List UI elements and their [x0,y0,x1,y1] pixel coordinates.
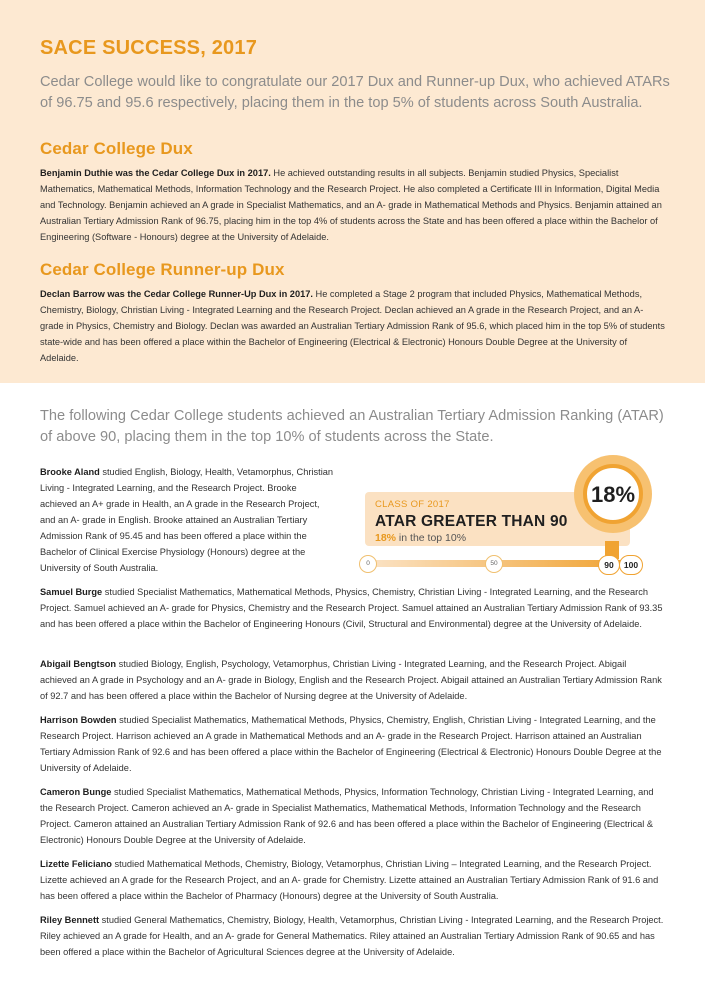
badge-percent: 18% [375,532,397,544]
runnerup-lead: Declan Barrow was the Cedar College Runner-Up Dux in 2017. [40,289,313,299]
badge-class-label: CLASS OF 2017 [375,499,450,510]
student-name: Samuel Burge [40,587,103,597]
scale-tick-100: 100 [619,555,643,575]
dux-heading: Cedar College Dux [40,139,193,158]
intro-paragraph: Cedar College would like to congratulate our 2017 Dux and Runner-up Dux, who achieved ATARs of 96.75 and 95.6 respectively, placing them in the top 5% of students across South Australia. [40,74,670,111]
student-text: studied Specialist Mathematics, Mathematical Methods, Physics, Chemistry, English, Christian Living - Integrated Learning, and the Research Project. Harrison achieved an A grade in Mathematical Methods and an A- grade in the Research Project. Harrison attained an Australian Tertiary Admission Rank of 92.6 and has been offered a place within the Bachelor of Engineering (Electrical & Electronic) Honours Double Degree at the University of Adelaide. [40,715,662,773]
student-text: studied Specialist Mathematics, Mathematical Methods, Physics, Information Technology, Christian Living - Integrated Learning, and the Research Project. Cameron achieved an A- grade in Specialist Mathematics, Mathematical Methods, Information Technology and the Research Project. Cameron attained an Australian Tertiary Admission Rank of 92.6 and has been offered a place within the Bachelor of Engineering (Electrical & Electronic) Honours Double Degree at the University of Adelaide. [40,787,654,845]
student-entry [40,656,665,704]
student-entry [40,784,665,848]
runnerup-body: He completed a Stage 2 program that included Physics, Mathematical Methods, Chemistry, Biology, Christian Living - Integrated Learning and the Research Project. Declan achieved an A grade in the Research Project, and an A- grade in Physics, Chemistry and Biology. Declan was awarded an Australian Tertiary Admission Rank of 95.6, which placed him in the top 5% of students state-wide and has been offered a place within the Bachelor of Engineering (Electrical & Electronic) Honours Double Degree at the University of Adelaide. [40,289,665,363]
badge-headline: ATAR GREATER THAN 90 [375,513,568,530]
atar-badge [355,455,655,580]
atar-intro: The following Cedar College students achieved an Australian Tertiary Admission Ranking (ATAR) of above 90, placing them in the top 10% of students across the State. [40,408,664,445]
student-entry [40,856,665,904]
pin-value: 18% [590,482,636,507]
badge-subline [375,532,466,544]
scale-tick-90: 90 [598,555,620,575]
runnerup-heading: Cedar College Runner-up Dux [40,260,285,279]
scale-tick-50: 50 [485,555,503,573]
student-name: Cameron Bunge [40,787,112,797]
student-entry [40,464,335,576]
student-text: studied General Mathematics, Chemistry, Biology, Health, Vetamorphus, Christian Living - Integrated Learning, and the Research Project. Riley achieved an A grade for Health, and an A- grade for General Mathematics. Riley attained an Australian Tertiary Admission Rank of 90.65 and has been offered a place within the Bachelor of Agricultural Sciences degree at the University of Adelaide. [40,915,664,957]
student-entry [40,584,665,632]
dux-lead: Benjamin Duthie was the Cedar College Dux in 2017. [40,168,271,178]
runnerup-paragraph [40,286,665,366]
dux-paragraph [40,165,665,245]
student-text: studied English, Biology, Health, Vetamorphus, Christian Living - Integrated Learning, and the Research Project. Brooke achieved an A+ grade in Health, an A grade in the Research Project, and an A- grade in English. Brooke attained an Australian Tertiary Admission Rank of 95.45 and has been offered a place within the Bachelor of Clinical Exercise Physiology (Honours) degree at the University of South Australia. [40,467,334,573]
student-name: Brooke Aland [40,467,100,477]
student-text: studied Mathematical Methods, Chemistry, Biology, Vetamorphus, Christian Living – Integrated Learning, and the Research Project. Lizette achieved an A grade for the Research Project, and an A- grade for Chemistry. Lizette attained an Australian Tertiary Admission Rank of 91.6 and has been offered a place within the Bachelor of Pharmacy (Honours) degree at the University of South Australia. [40,859,659,901]
student-name: Lizette Feliciano [40,859,112,869]
student-name: Riley Bennett [40,915,100,925]
dux-body: He achieved outstanding results in all subjects. Benjamin studied Physics, Specialist Mathematics, Mathematical Methods, Information Technology and the Research Project. He also completed a Certificate III in Information, Digital Media and Technology. Benjamin achieved an A grade in Specialist Mathematics, and an A- grade in Mathematical Methods and Physics. Benjamin attained an Australian Tertiary Admission Rank of 96.75, placing him in the top 4% of students across the State and has been offered a place within the Bachelor of Engineering (Software - Honours) degree at the University of Adelaide. [40,168,662,242]
student-text: studied Specialist Mathematics, Mathematical Methods, Physics, Chemistry, Christian Living - Integrated Learning, and the Research Project. Samuel achieved an A- grade for Physics, Chemistry and the Research Project. Samuel attained an Australian Tertiary Admission Rank of 93.35 and has been offered a place within the Bachelor of Engineering Honours (Civil, Structural and Environmental) degree at the University of Adelaide. [40,587,663,629]
scale-tick-0: 0 [359,555,377,573]
student-name: Harrison Bowden [40,715,117,725]
student-text: studied Biology, English, Psychology, Vetamorphus, Christian Living - Integrated Learning, and the Research Project. Abigail achieved an A grade in Psychology and an A- grade in Biology, English and the Research Project. Abigail attained an Australian Tertiary Admission Rank of 92.7 and has been offered a place within the Bachelor of Nursing degree at the University of Adelaide. [40,659,662,701]
student-entry [40,912,665,960]
page-title: SACE SUCCESS, 2017 [40,37,258,59]
student-entry [40,712,665,776]
student-name: Abigail Bengtson [40,659,117,669]
badge-percent-rest: in the top 10% [396,532,467,544]
